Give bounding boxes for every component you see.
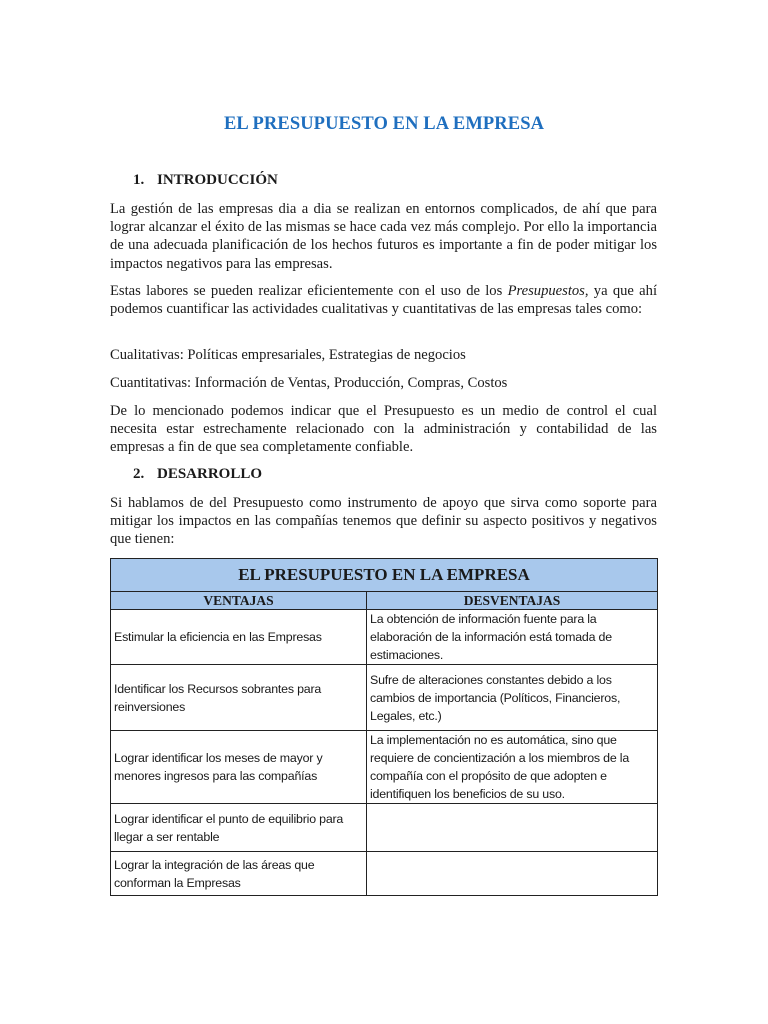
document-title: EL PRESUPUESTO EN LA EMPRESA	[223, 114, 545, 134]
paragraph-text: Estas labores se pueden realizar eficientemente con el uso de los	[110, 283, 508, 299]
paragraph-cualitativas: Cualitativas: Políticas empresariales, Estrategias de negocios	[110, 347, 466, 363]
section-title: DESARROLLO	[157, 466, 263, 482]
emphasis-presupuestos: Presupuestos	[507, 283, 585, 299]
section-title: INTRODUCCIÓN	[157, 172, 278, 188]
table-row	[111, 804, 658, 852]
desventaja-cell	[367, 852, 658, 896]
section-heading-desarrollo	[133, 466, 262, 483]
column-header-desventajas: DESVENTAJAS	[367, 592, 658, 610]
ventaja-cell: Estimular la eficiencia en las Empresas	[111, 610, 367, 665]
table-row	[111, 731, 658, 804]
ventaja-cell: Lograr identificar el punto de equilibrio para llegar a ser rentable	[111, 804, 367, 852]
ventaja-cell: Lograr identificar los meses de mayor y menores ingresos para las compañías	[111, 731, 367, 804]
paragraph-text: , ya que ahí podemos cuantificar las actividades cualitativas y cuantitativas de las empresas tales como:	[110, 283, 657, 318]
column-header-ventajas: VENTAJAS	[111, 592, 367, 610]
paragraph-intro-1: La gestión de las empresas dia a dia se realizan en entornos complicados, de ahí que para lograr alcanzar el éxito de las mismas se hace cada vez más complejo. Por ello la importancia de una adecuada planificación de los hechos futuros es importante a fin de poder mitigar los impactos negativos para las empresas.	[110, 201, 657, 272]
table-row	[111, 610, 658, 665]
ventaja-cell: Identificar los Recursos sobrantes para reinversiones	[111, 665, 367, 731]
desventaja-cell: La obtención de información fuente para la elaboración de la información está tomada de estimaciones.	[367, 610, 658, 665]
section-number: 2.	[133, 466, 145, 482]
table-row	[111, 665, 658, 731]
desventaja-cell	[367, 804, 658, 852]
paragraph-intro-2	[110, 282, 657, 318]
section-heading-introduccion	[133, 172, 278, 189]
table-title: EL PRESUPUESTO EN LA EMPRESA	[111, 559, 658, 592]
paragraph-conclusion: De lo mencionado podemos indicar que el Presupuesto es un medio de control el cual necesita estar estrechamente relacionado con la administración y contabilidad de las empresas a fin de que sea completamente confiable.	[110, 403, 657, 456]
desventaja-cell: La implementación no es automática, sino que requiere de concientización a los miembros de la compañía con el propósito de que adopten e identifiquen los beneficios de su uso.	[367, 731, 658, 804]
ventajas-desventajas-table	[110, 558, 658, 896]
ventaja-cell: Lograr la integración de las áreas que conforman la Empresas	[111, 852, 367, 896]
desventaja-cell: Sufre de alteraciones constantes debido a los cambios de importancia (Políticos, Financieros, Legales, etc.)	[367, 665, 658, 731]
paragraph-cuantitativas: Cuantitativas: Información de Ventas, Producción, Compras, Costos	[110, 375, 508, 391]
table-row	[111, 852, 658, 896]
section-number: 1.	[133, 172, 145, 188]
paragraph-desarrollo: Si hablamos de del Presupuesto como instrumento de apoyo que sirva como soporte para mitigar los impactos en las compañías tenemos que definir su aspecto positivos y negativos que tienen:	[110, 495, 657, 548]
